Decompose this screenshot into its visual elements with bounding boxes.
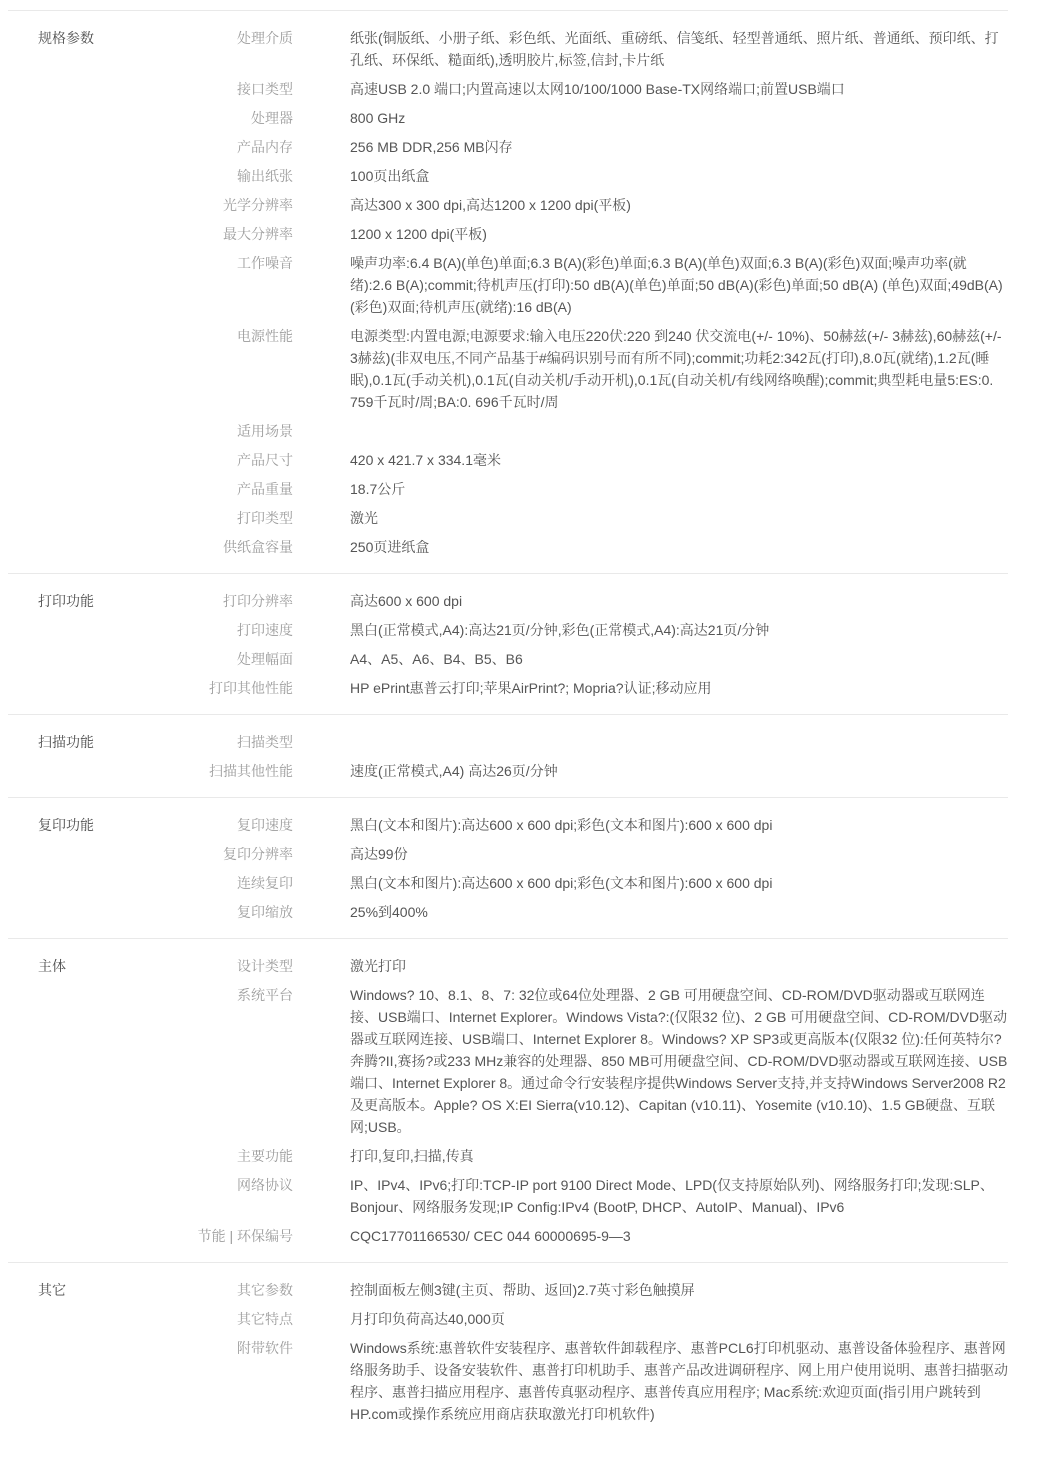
section-rows (168, 731, 1008, 789)
spec-param-label: 连续复印 (237, 875, 293, 891)
spec-param-value: Windows? 10、8.1、8、7: 32位或64位处理器、2 GB 可用硬盘空间、CD-ROM/DVD驱动器或互联网连接、USB端口、Internet Explorer。Windows Vista?:(仅限32 位)、2 GB 可用硬盘空间、CD-ROM/DVD驱动器或互联网连接、USB端口、Internet Explorer 8。Windows? XP SP3或更高版本(仅限32 位):任何英特尔?奔腾?II,赛扬?或233 MHz兼容的处理器、850 MB可用硬盘空间、CD-ROM/DVD驱动器或互联网连接、USB端口、Internet Explorer 8。通过命令行安装程序提供Windows Server支持,并支持Windows Server2008 R2及更高版本。Apple? OS X:EI Sierra(v10.12)、Capitan (v10.11)、Yosemite (v10.10)、1.5 GB硬盘、互联网;USB。 (350, 987, 1008, 1135)
spec-param-value: CQC17701166530/ CEC 044 60000695-9—3 (350, 1228, 631, 1244)
spec-row (168, 252, 1008, 318)
spec-row (168, 984, 1008, 1138)
spec-row (168, 1279, 1008, 1301)
spec-param-label: 工作噪音 (237, 255, 293, 271)
spec-param-value: 打印,复印,扫描,传真 (350, 1148, 474, 1164)
spec-param-label: 处理幅面 (237, 651, 293, 667)
spec-param-value: 速度(正常模式,A4) 高达26页/分钟 (350, 763, 558, 779)
spec-param-label: 电源性能 (237, 328, 293, 344)
spec-row (168, 1174, 1008, 1218)
spec-param-label: 系统平台 (237, 987, 293, 1003)
spec-param-value: 黑白(正常模式,A4):高达21页/分钟,彩色(正常模式,A4):高达21页/分钟 (350, 622, 770, 638)
spec-param-label: 供纸盒容量 (223, 539, 293, 555)
spec-row (168, 1308, 1008, 1330)
spec-row (168, 136, 1008, 158)
spec-param-value: 800 GHz (350, 110, 406, 126)
section-category-label: 主体 (38, 958, 66, 974)
bottom-spacer (0, 1440, 1040, 1474)
section-rows (168, 1279, 1008, 1432)
spec-row (168, 325, 1008, 413)
spec-param-value: 256 MB DDR,256 MB闪存 (350, 139, 513, 155)
spec-param-label: 打印其他性能 (209, 680, 293, 696)
spec-param-label: 输出纸张 (237, 168, 293, 184)
spec-section (8, 10, 1008, 573)
spec-param-value: 高达300 x 300 dpi,高达1200 x 1200 dpi(平板) (350, 197, 631, 213)
spec-param-label: 打印类型 (237, 510, 293, 526)
spec-param-value: IP、IPv4、IPv6;打印:TCP-IP port 9100 Direct Mode、LPD(仅支持原始队列)、网络服务打印;发现:SLP、Bonjour、网络服务发现;IP Config:IPv4 (BootP, DHCP、AutoIP、Manual)、IPv6 (350, 1177, 994, 1215)
spec-param-label: 附带软件 (237, 1340, 293, 1356)
spec-row (168, 507, 1008, 529)
spec-param-label: 处理介质 (237, 30, 293, 46)
section-rows (168, 590, 1008, 706)
spec-param-value: 黑白(文本和图片):高达600 x 600 dpi;彩色(文本和图片):600 x 600 dpi (350, 817, 773, 833)
spec-row (168, 814, 1008, 836)
spec-param-value: 激光 (350, 510, 378, 526)
spec-row (168, 194, 1008, 216)
spec-param-value: 黑白(文本和图片):高达600 x 600 dpi;彩色(文本和图片):600 x 600 dpi (350, 875, 773, 891)
spec-param-label: 适用场景 (237, 423, 293, 439)
spec-row (168, 107, 1008, 129)
spec-param-label: 产品重量 (237, 481, 293, 497)
spec-param-label: 打印分辨率 (223, 593, 293, 609)
spec-param-label: 其它参数 (237, 1282, 293, 1298)
spec-param-value: 控制面板左侧3键(主页、帮助、返回)2.7英寸彩色触摸屏 (350, 1282, 695, 1298)
spec-param-value: 高达600 x 600 dpi (350, 593, 463, 609)
spec-param-value: 纸张(铜版纸、小册子纸、彩色纸、光面纸、重磅纸、信笺纸、轻型普通纸、照片纸、普通纸、预印纸、打孔纸、环保纸、糙面纸),透明胶片,标签,信封,卡片纸 (350, 30, 999, 68)
spec-param-value: 1200 x 1200 dpi(平板) (350, 226, 487, 242)
spec-row (168, 420, 1008, 442)
spec-param-value (350, 420, 1008, 442)
spec-row (168, 955, 1008, 977)
spec-param-value: Windows系统:惠普软件安装程序、惠普软件卸载程序、惠普PCL6打印机驱动、惠普设备体验程序、惠普网络服务助手、设备安装软件、惠普打印机助手、惠普产品改进调研程序、网上用户使用说明、惠普扫描驱动程序、惠普扫描应用程序、惠普传真驱动程序、惠普传真应用程序; Mac系统:欢迎页面(指引用户跳转到HP.com或操作系统应用商店获取激光打印机软件) (350, 1340, 1008, 1422)
spec-row (168, 223, 1008, 245)
spec-param-value: HP ePrint惠普云打印;苹果AirPrint?; Mopria?认证;移动应用 (350, 680, 712, 696)
spec-row (168, 1225, 1008, 1247)
spec-param-value: 月打印负荷高达40,000页 (350, 1311, 505, 1327)
spec-row (168, 901, 1008, 923)
spec-row (168, 78, 1008, 100)
spec-row (168, 843, 1008, 865)
spec-param-label: 光学分辨率 (223, 197, 293, 213)
spec-row (168, 677, 1008, 699)
spec-param-value: 420 x 421.7 x 334.1毫米 (350, 452, 501, 468)
spec-param-value: 250页进纸盒 (350, 539, 430, 555)
spec-row (168, 1145, 1008, 1167)
spec-row (168, 478, 1008, 500)
spec-param-label: 主要功能 (237, 1148, 293, 1164)
spec-param-label: 产品尺寸 (237, 452, 293, 468)
section-category-label: 其它 (38, 1282, 66, 1298)
spec-param-label: 打印速度 (237, 622, 293, 638)
spec-param-label: 复印分辨率 (223, 846, 293, 862)
spec-param-value: 25%到400% (350, 904, 428, 920)
spec-param-value: 100页出纸盒 (350, 168, 430, 184)
spec-section (8, 797, 1008, 938)
section-rows (168, 814, 1008, 930)
section-rows (168, 27, 1008, 565)
section-rows (168, 955, 1008, 1254)
spec-param-label: 复印速度 (237, 817, 293, 833)
spec-param-value: 激光打印 (350, 958, 406, 974)
spec-param-value: 高达99份 (350, 846, 408, 862)
spec-param-value: 电源类型:内置电源;电源要求:输入电压220伏:220 到240 伏交流电(+/- 10%)、50赫兹(+/- 3赫兹),60赫兹(+/- 3赫兹)(非双电压,不同产品基于#编码识别号而有所不同);commit;功耗2:342瓦(打印),8.0瓦(就绪),1.2瓦(睡眠),0.1瓦(手动关机),0.1瓦(自动关机/手动开机),0.1瓦(自动关机/有线网络唤醒);commit;典型耗电量5:ES:0. 759千瓦时/周;BA:0. 696千瓦时/周 (350, 328, 1002, 410)
spec-param-value: 高速USB 2.0 端口;内置高速以太网10/100/1000 Base-TX网络端口;前置USB端口 (350, 81, 845, 97)
product-spec-table (8, 10, 1008, 1440)
spec-param-value: 18.7公斤 (350, 481, 406, 497)
spec-param-value (350, 731, 1008, 753)
spec-section (8, 573, 1008, 714)
spec-param-value: A4、A5、A6、B4、B5、B6 (350, 651, 523, 667)
spec-section (8, 714, 1008, 797)
section-category-label: 规格参数 (38, 30, 94, 46)
spec-param-label: 扫描类型 (237, 734, 293, 750)
spec-row (168, 165, 1008, 187)
spec-param-label: 复印缩放 (237, 904, 293, 920)
spec-param-value: 噪声功率:6.4 B(A)(单色)单面;6.3 B(A)(彩色)单面;6.3 B(A)(单色)双面;6.3 B(A)(彩色)双面;噪声功率(就绪):2.6 B(A);commit;待机声压(打印):50 dB(A)(单色)单面;50 dB(A)(彩色)单面;50 dB(A) (单色)双面;49dB(A)(彩色)双面;待机声压(就绪):16 dB(A) (350, 255, 1003, 315)
spec-param-label: 最大分辨率 (223, 226, 293, 242)
spec-row (168, 648, 1008, 670)
spec-param-label: 其它特点 (237, 1311, 293, 1327)
spec-row (168, 449, 1008, 471)
spec-param-label: 网络协议 (237, 1177, 293, 1193)
spec-section (8, 1262, 1008, 1440)
spec-section (8, 938, 1008, 1262)
spec-row (168, 1337, 1008, 1425)
section-category-label: 打印功能 (38, 593, 94, 609)
spec-param-label: 设计类型 (237, 958, 293, 974)
spec-param-label: 处理器 (251, 110, 293, 126)
spec-param-label: 产品内存 (237, 139, 293, 155)
section-category-label: 扫描功能 (38, 734, 94, 750)
spec-row (168, 760, 1008, 782)
spec-row (168, 872, 1008, 894)
spec-param-label: 扫描其他性能 (209, 763, 293, 779)
spec-row (168, 536, 1008, 558)
spec-row (168, 619, 1008, 641)
section-category-label: 复印功能 (38, 817, 94, 833)
spec-row (168, 27, 1008, 71)
spec-row (168, 731, 1008, 753)
spec-param-label: 接口类型 (237, 81, 293, 97)
spec-row (168, 590, 1008, 612)
spec-param-label: 节能 | 环保编号 (197, 1228, 293, 1244)
